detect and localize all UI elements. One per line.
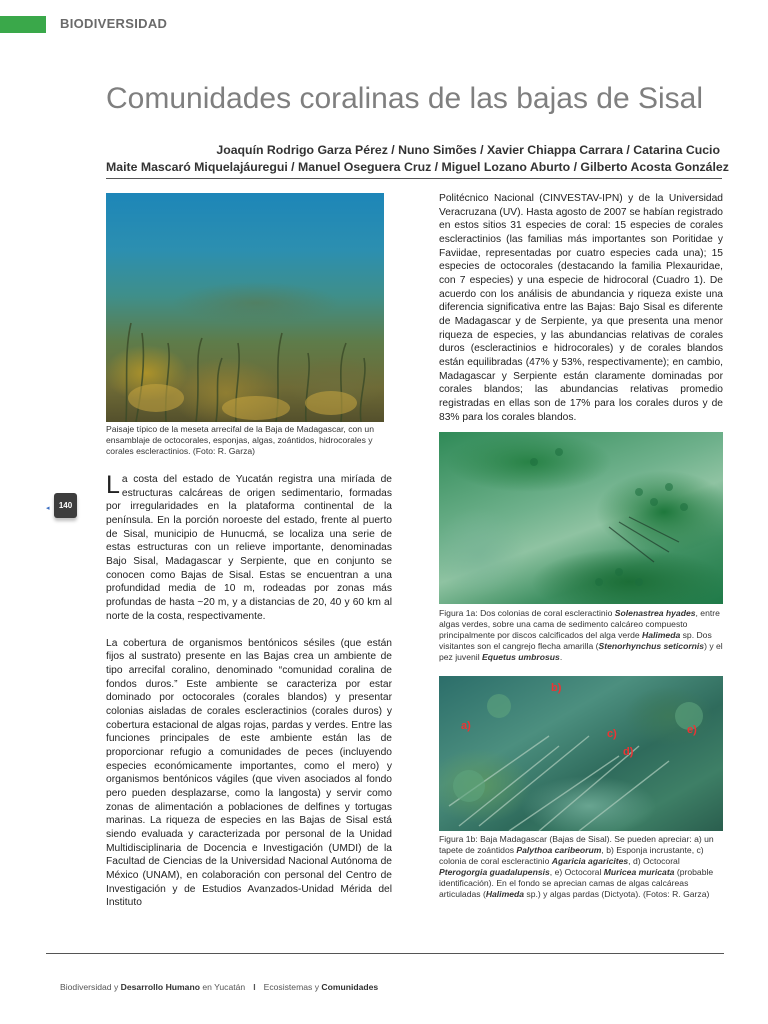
- species-pterogorgia: Pterogorgia guadalupensis: [439, 867, 550, 877]
- footer-and-2: y: [312, 982, 322, 992]
- species-palythoa: Palythoa caribeorum: [516, 845, 602, 855]
- species-stenorhynchus: Stenorhynchus seticornis: [598, 641, 705, 651]
- text-column-right: [439, 192, 723, 438]
- authors-line-1: Joaquín Rodrigo Garza Pérez / Nuno Simões / Xavier Chiappa Carrara / Catarina Cucio: [216, 143, 720, 157]
- species-muricea: Muricea muricata: [603, 867, 675, 877]
- caption-1b-text-5: (probable identificación). En el fondo se aprecian camas de algas calcáreas articuladas (: [439, 867, 714, 899]
- coral-colonies-photo: [439, 432, 723, 604]
- drop-cap: L: [106, 471, 120, 499]
- species-halimeda-2: Halimeda: [485, 889, 525, 899]
- page-tab-arrow-icon: ◂: [46, 505, 50, 512]
- caption-1a-text-5: .: [559, 652, 563, 662]
- label-a: a): [461, 720, 471, 732]
- species-solenastrea: Solenastrea hyades: [614, 608, 696, 618]
- author-list: [106, 142, 729, 176]
- footer-desarrollo-humano: Desarrollo Humano: [120, 982, 200, 992]
- label-c: c): [607, 728, 617, 740]
- page-number-tab: 140: [54, 493, 77, 518]
- paragraph-2: La cobertura de organismos bentónicos sésiles (que están fijos al sustrato) presente en las Bajas crea un ambiente de tipo arrecifal coralino, denominado “comunidad coralina de fondos duros.” Este ambiente se caracteriza por estar dominado por octocorales (corales blandos) y presentar colonias aisladas de corales escleractinios (corales duros) y cobertura estacional de algas rojas, pardas y verdes. Entre las funciones principales de este ambiente están las de proporcionar refugio a comunidades de peces (incluyendo especies económicamente importantes, como el mero) y organismos bentónicos vágiles (que viven asociados al fondo pero pueden desplazarse, como la langosta) y servir como zonas de alimentación a poblaciones de delfines y tortugas marinas. La riqueza de especies en las Bajas de Sisal está siendo evaluada y caracterizada por personal de la Unidad Multidisciplinaria de Docencia e Investigación (UMDI) de la Facultad de Ciencias de la Universidad Nacional Autónoma de México (UNAM), en colaboración con personal del Centro de Investigación y de Estudios Avanzados-Unidad Mérida del Instituto: [106, 637, 392, 909]
- caption-1a-text-1: Figura 1a: Dos colonias de coral escleractinio: [439, 608, 615, 618]
- caption-1b-text-4: , e) Octocoral: [549, 867, 604, 877]
- footer-divider: [46, 953, 724, 954]
- authors-line-2: Maite Mascaró Miquelajáuregui / Manuel Oseguera Cruz / Miguel Lozano Aburto / Gilberto Acosta González: [106, 160, 729, 174]
- species-equetus: Equetus umbrosus: [482, 652, 560, 662]
- footer-biodiversidad: Biodiversidad: [60, 982, 112, 992]
- caption-1a-text-4: ) y el pez juvenil: [439, 641, 723, 662]
- species-agaricia: Agaricia agaricites: [551, 856, 629, 866]
- label-b: b): [551, 682, 562, 694]
- caption-1b-text-2: , b) Esponja incrustante, c) colonia de coral escleractinio: [439, 845, 704, 866]
- caption-1a-text-2: , entre algas verdes, sobre una cama de sedimento calcáreo compuesto principalmente por discos calcificados del alga verde: [439, 608, 720, 640]
- paragraph-1-text: a costa del estado de Yucatán registra una miríada de estructuras calcáreas de origen sedimentario, formadas por irregularidades en la plataforma continental de la península. En la porción noroeste del estado, frente al puerto de Sisal, municipio de Hunucmá, se localiza una serie de estas estructuras con un relieve importante, denominadas Bajo Sisal, Madagascar y Serpiente, que en conjunto se conocen como Bajas de Sisal. Estas se encuentran a una profundidad media de 10 m, rodeadas por zonas más profundas de hasta ~20 m, y a distancias de 20, 40 y 60 km al norte de la costa, respectivamente.: [106, 474, 392, 622]
- figure-caption-1a: [439, 608, 723, 663]
- species-halimeda: Halimeda: [642, 630, 681, 640]
- page-footer: [60, 982, 378, 992]
- footer-ecosistemas: Ecosistemas: [263, 982, 313, 992]
- article-title: Comunidades coralinas de las bajas de Sisal: [106, 82, 704, 115]
- baja-madagascar-photo: [439, 676, 723, 831]
- section-label: BIODIVERSIDAD: [60, 16, 168, 31]
- figure-caption-1b: [439, 834, 723, 900]
- footer-separator: I: [253, 982, 256, 992]
- caption-1b-text-1: Figura 1b: Baja Madagascar (Bajas de Sisal). Se pueden apreciar: a) un tapete de zoántidos: [439, 834, 714, 855]
- caption-1b-text-3: , d) Octocoral: [628, 856, 680, 866]
- text-column-left: [106, 473, 392, 923]
- footer-en-yucatan: en Yucatán: [199, 982, 246, 992]
- header-divider: [106, 178, 722, 179]
- footer-and-1: y: [111, 982, 121, 992]
- reef-landscape-photo: [106, 193, 384, 422]
- figure-caption-1: Paisaje típico de la meseta arrecifal de la Baja de Madagascar, con un ensamblaje de octocorales, esponjas, algas, zoántidos, hidrocorales y corales escleractinios. (Foto: R. Garza): [106, 424, 374, 456]
- label-d: d): [623, 746, 634, 758]
- caption-1b-text-6: sp.) y algas pardas (Dictyota). (Fotos: R. Garza): [524, 889, 710, 899]
- label-e: e): [687, 724, 697, 736]
- paragraph-3: Politécnico Nacional (CINVESTAV-IPN) y de la Universidad Veracruzana (UV). Hasta agosto de 2007 se habían registrado en estos sitios 31 especies de coral: 15 especies de corales escleractinios (las familias más importantes son Poritidae y Faviidae, representadas por cuatro especies cada una); 15 especies de octocorales (destacando la familia Plexauridae, con 7 especies) y una especie de hidrocoral (Cuadro 1). De acuerdo con los análisis de abundancia y riqueza existe una diferencia significativa entre las Bajas: Bajo Sisal es diferente de Madagascar y de Serpiente, ya que presenta una menor riqueza de especies, y las abundancias relativas de corales duros (escleractinios e hidrocorales) y de corales blandos están equilibradas (47% y 53%, respectivamente); en cambio, Madagascar y Serpiente están claramente dominadas por corales blandos; las abundancias relativas promedio registradas en ellas son de 17% para los corales duros y de 83% para los corales blandos.: [439, 193, 723, 423]
- section-color-bar: [0, 16, 46, 33]
- footer-comunidades: Comunidades: [321, 982, 379, 992]
- caption-1a-text-3: sp. Dos visitantes son el cangrejo flecha amarilla (: [439, 630, 712, 651]
- paragraph-1: [106, 473, 392, 623]
